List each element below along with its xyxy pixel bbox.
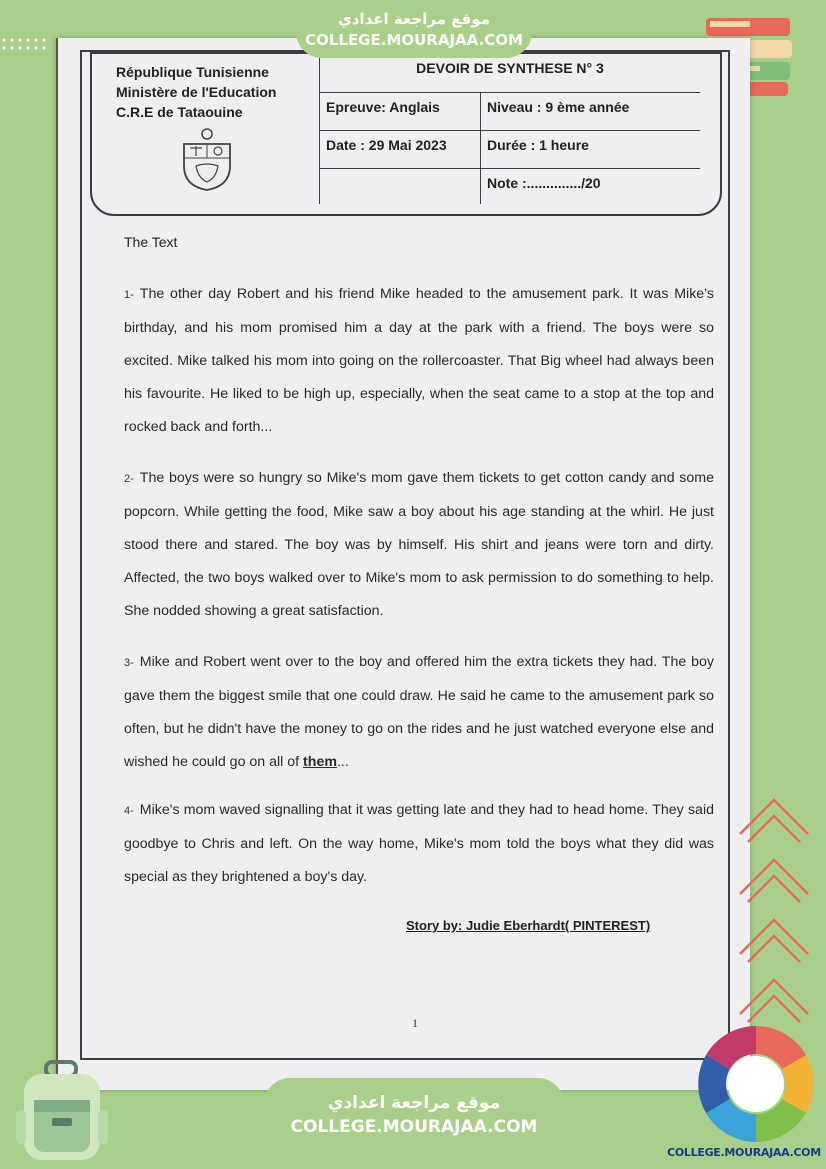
paragraph-3 — [124, 646, 714, 779]
text-heading: The Text — [124, 234, 178, 250]
institution-line-2: Ministère de l'Education — [116, 84, 277, 100]
paragraph-body: Mike's mom waved signalling that it was getting late and they had to head home. They said goodbye to Chris and left. On the way home, Mike's mom told the boys what they did was special as they brightened a boy's day. — [124, 802, 714, 885]
paragraph-body: Mike and Robert went over to the boy and offered him the extra tickets they had. The boy gave them the biggest smile that one could draw. He said he came to the amusement park so often, but he didn't have the money to go on the rides and he just watched everyone else and wished he could go on all of — [124, 654, 714, 770]
empty-cell — [320, 169, 480, 204]
education-wheel-logo-icon — [694, 1022, 818, 1146]
brand-logo-text: COLLEGE.MOURAJAA.COM — [667, 1146, 821, 1159]
underlined-word: them — [303, 754, 337, 770]
paragraph-number: 1- — [124, 289, 134, 301]
date-cell: Date : 29 Mai 2023 — [326, 137, 447, 153]
paragraph-number: 2- — [124, 473, 134, 485]
level-cell: Niveau : 9 ème année — [480, 93, 700, 130]
paragraph-2 — [124, 462, 714, 628]
story-credit: Story by: Judie Eberhardt( PINTEREST) — [406, 918, 651, 933]
subject-cell: Epreuve: Anglais — [326, 99, 440, 115]
institution-block — [92, 54, 320, 204]
paragraph-number: 4- — [124, 805, 134, 817]
banner-arabic-text: موقع مراجعة اعدادي — [338, 10, 490, 28]
banner-domain-text: COLLEGE.MOURAJAA.COM — [305, 31, 523, 49]
paragraph-body: The other day Robert and his friend Mike headed to the amusement park. It was Mike's birthday, and his mom promised him a day at the park with a friend. The boys were so excited. Mike talked his mom into going on the rollercoaster. That Big wheel had always been his favourite. He liked to be high up, especially, when the seat came to a stop at the top and rocked back and forth... — [124, 286, 714, 435]
page-number: 1 — [412, 1016, 418, 1030]
bottom-site-banner[interactable] — [264, 1078, 564, 1146]
paragraph-body: The boys were so hungry so Mike's mom gave them tickets to get cotton candy and some popcorn. While getting the food, Mike saw a boy about his age standing at the whirl. He just stood there and stared. The boy was by himself. His shirt and jeans were torn and dirty. Affected, the two boys walked over to Mike's mom to ask permission to do something to help. She nodded showing a great satisfaction. — [124, 470, 714, 619]
info-row — [320, 130, 700, 168]
backpack-icon — [12, 1060, 112, 1164]
paragraph-tail: ... — [336, 754, 349, 770]
exam-page — [56, 38, 750, 1090]
paragraph-4 — [124, 794, 714, 894]
exam-info-table — [320, 54, 720, 204]
info-row — [320, 168, 700, 204]
grade-cell: Note :............../20 — [480, 169, 700, 204]
chevrons-decoration-icon — [734, 790, 814, 1030]
exam-header — [90, 52, 722, 216]
institution-line-1: République Tunisienne — [116, 64, 269, 80]
institution-line-3: C.R.E de Tataouine — [116, 104, 243, 120]
banner-arabic-text: موقع مراجعة اعدادي — [327, 1093, 501, 1113]
decorative-dots — [0, 36, 50, 58]
paragraph-number: 3- — [124, 657, 134, 669]
paragraph-1 — [124, 278, 714, 444]
tunisia-emblem-icon — [178, 126, 236, 192]
exam-title: DEVOIR DE SYNTHESE N° 3 — [416, 60, 604, 76]
duration-cell: Durée : 1 heure — [480, 131, 700, 168]
info-row — [320, 92, 700, 130]
top-site-banner[interactable] — [296, 4, 532, 58]
banner-domain-text: COLLEGE.MOURAJAA.COM — [290, 1117, 538, 1137]
